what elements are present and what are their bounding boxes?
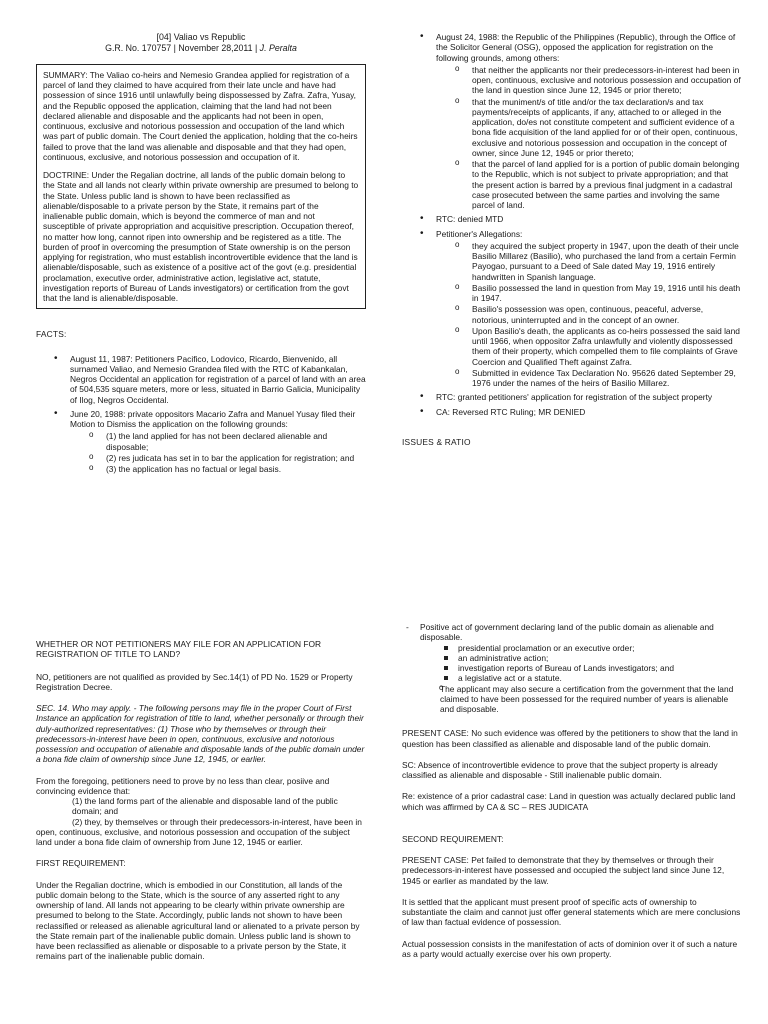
first-requirement-heading: FIRST REQUIREMENT: [36, 858, 126, 869]
requirement-1: (1) the land forms part of the alienable and disposable land of the public domain; and [72, 796, 338, 817]
list-item: o Basilio possessed the land in question from May 19, 1916 until his death in 1947. [436, 283, 742, 304]
summary-box [36, 64, 366, 310]
mtd-grounds-list [70, 431, 366, 474]
top-right-column [402, 32, 742, 461]
list-item: o Upon Basilio's death, the applicants as co-heirs possessed the said land until 1966, when oppositor Zafra unlawfully and violently dispossessed them of their property, which compelled them to file complaints of Grave Coercion and Qualified Theft against Zafra. [436, 326, 742, 367]
case-citation: G.R. No. 170757 | November 28,2011 | J. Peralta [105, 42, 297, 53]
osg-opposition-item: • August 24, 1988: the Republic of the Philippines (Republic), through the Office of the Solicitor General (OSG), opposed the application for registration on the following grounds, among others: o that neither the applicants nor their predecessors-in-interest had been in open, continuous, exclusive and notorious possession and occupation of the land in question since June 12, 1945 or prior thereto; o that the muniment/s of title and/or the tax declaration/s and tax payments/receipts of applicants, if any, attached to or alleged in the application, do/es not constitute competent and sufficient evidence of a bona fide acquisition of the land applied for or of their open, continuous, exclusive and notorious possession and occupation in the concept of owner, since June 12, 1945 or prior thereto; o that the parcel of land applied for is a portion of public domain belonging to the Republic, which is not subject to private appropriation; and that the present action is barred by a previous final judgment in a cadastral case prosecuted between the same parties and involving the same parcel of land. [402, 32, 742, 210]
case-title-block [36, 32, 366, 54]
allegations-item: • Petitioner's Allegations: o they acquired the subject property in 1947, upon the death of their uncle Basilio Millarez (Basilio), who purchased the land from a certain Fermin Payogao, pursuant to a Deed of Sale dated May 19, 1916 entirely handwritten in Spanish language. o Basilio possessed the land in question from May 19, 1916 until his death in 1947. o Basilio's possession was open, continuous, peaceful, adverse, notorious, uninterrupted and in the concept of an owner. o Upon Basilio's death, the applicants as co-heirs possessed the said land until 1966, when oppositor Zafra unlawfully and violently dispossessed them of their property, which compelled them to file complaints of Grave Coercion and Qualified Theft against Zafra. o Submitted in evidence Tax Declaration No. 95626 dated September 29, 1976 under the names of the heirs of Basilio Millarez. [402, 229, 742, 389]
case-author: J. Peralta [259, 42, 297, 53]
list-item: o (3) the application has no factual or legal basis. [70, 464, 366, 474]
bottom-left-column [36, 608, 366, 973]
actual-possession-text: Actual possession consists in the manifestation of acts of dominion over it of such a nature as a party would actually exercise over his own property. [402, 938, 738, 959]
case-title: [04] Valiao vs Republic [156, 32, 246, 42]
facts-list [36, 354, 366, 475]
list-item: o Submitted in evidence Tax Declaration No. 95626 dated September 29, 1976 under the names of the heirs of Basilio Millarez. [436, 368, 742, 389]
list-item: o (1) the land applied for has not been declared alienable and disposable; [70, 431, 366, 452]
list-item: an administrative action; [420, 653, 742, 663]
facts-item-filing: • August 11, 1987: Petitioners Pacifico, Lodovico, Ricardo, Bienvenido, all surnamed Valiao, and Nemesio Grandea filed with the RTC of Kabankalan, Negros Occidental an application for registration of a parcel of land with an area of 504,535 square meters, more or less, situated in Barrio Galicia, Municipality of Ilog, Negros Occidental. [36, 354, 366, 405]
top-left-column [36, 0, 366, 478]
list-item: investigation reports of Bureau of Lands investigators; and [420, 663, 742, 673]
present-case-1: PRESENT CASE: No such evidence was offered by the petitioners to show that the land in question has been classified as alienable and disposable land of the public domain. [402, 728, 738, 749]
settled-rule-text: It is settled that the applicant must present proof of specific acts of ownership to substantiate the claim and cannot just offer general statements which are mere conclusions of law than factual evidence of possession. [402, 896, 741, 928]
list-item: a legislative act or a statute. [420, 673, 742, 683]
issue-answer: NO, petitioners are not qualified as provided by Sec.14(1) of PD No. 1529 or Property Registration Decree. [36, 671, 353, 692]
facts-item-motion-to-dismiss: • June 20, 1988: private oppositors Macario Zafra and Manuel Yusay filed their Motion to Dismiss the application on the following grounds: o (1) the land applied for has not been declared alienable and disposable; o (2) res judicata has set in to bar the application for registration; and o (3) the application has no factual or legal basis. [36, 409, 366, 475]
list-item: o that the muniment/s of title and/or the tax declaration/s and tax payments/receipts of applicants, if any, attached to or alleged in the application, do/es not constitute competent and sufficient evidence of a bona fide acquisition of the land applied for or of their open, continuous, exclusive and notorious possession and occupation in the concept of owner, since June 12, 1945 or prior thereto; [436, 97, 742, 159]
allegations-list [436, 241, 742, 389]
bottom-right-column [402, 608, 742, 970]
summary-text: SUMMARY: The Valiao co-heirs and Nemesio Grandea applied for registration of a parcel of land they claimed to have acquired from their late uncle and have had possession of since 1916 until unlawfully being dispossessed by Zafra. Zafra, Yusay, and the Republic opposed the application, claiming that the land had not been declared alienable and disposable and the applicants had not been in open, continuous, exclusive and notorious possession and occupation of the land which was part of public domain. The Court denied the application, holding that the co-heirs failed to prove that the land was alienable and disposable and that they had open, continuous, exclusive, and notorious possession and occupation of it. [43, 69, 358, 162]
sc-ruling: SC: Absence of incontrovertible evidence to prove that the subject property is already classified as alienable and disposable - Still inalienable public domain. [402, 759, 718, 780]
list-item: o The applicant may also secure a certification from the government that the land claimed to have been possessed for the required number of years is alienable and disposable. [420, 684, 742, 715]
present-case-2: PRESENT CASE: Pet failed to demonstrate that they by themselves or through their predecessors-in-interest have possessed and occupied the subject land since June 12, 1945 or earlier as mandated by the law. [402, 855, 725, 886]
ca-ruling-item: • CA: Reversed RTC Ruling; MR DENIED [402, 407, 742, 417]
certification-list [420, 684, 742, 715]
regalian-doctrine-text: Under the Regalian doctrine, which is embodied in our Constitution, all lands of the public domain belong to the State, which is the source of any asserted right to any ownership of land. All lands not appearing to be clearly within private ownership are presumed to belong to the State. Accordingly, public lands not shown to have been reclassified or released as alienable agricultural land or alienated to a private person by the State remain part of the inalienable public domain. Unless public land is shown to have been reclassified as alienable or disposable to a private person by the State, it remains part of the inalienable public domain. [36, 879, 360, 962]
osg-grounds-list [436, 65, 742, 211]
second-requirement-heading: SECOND REQUIREMENT: [402, 833, 504, 844]
positive-acts-list [420, 643, 742, 684]
sec14-quote: SEC. 14. Who may apply. - The following persons may file in the proper Court of First Instance an application for registration of title to land, whether personally or through their duly-authorized representatives: (1) Those who by themselves or through their predecessors-in-interest have been in open, continuous, exclusive and notorious possession and occupation of alienable and disposable lands of the public domain under a bona fide claim of ownership since June 12, 1945, or earlier. [36, 703, 365, 765]
issue-question: WHETHER OR NOT PETITIONERS MAY FILE FOR AN APPLICATION FOR REGISTRATION OF TITLE TO LAND? [36, 639, 322, 660]
positive-act-list [402, 622, 742, 714]
list-item: presidential proclamation or an executive order; [420, 643, 742, 653]
rtc-granted-item: • RTC: granted petitioners' application for registration of the subject property [402, 392, 742, 402]
proceedings-list [402, 32, 742, 417]
list-item: o Basilio's possession was open, continuous, peaceful, adverse, notorious, uninterrupted and in the concept of an owner. [436, 304, 742, 325]
foregoing-text: From the foregoing, petitioners need to prove by no less than clear, posiive and convincing evidence that: [36, 775, 330, 796]
page-bottom-half [0, 608, 768, 1024]
list-item: o (2) res judicata has set in to bar the application for registration; and [70, 453, 366, 463]
issues-heading: ISSUES & RATIO [402, 436, 471, 447]
doctrine-text: DOCTRINE: Under the Regalian doctrine, all lands of the public domain belong to the State and all lands not clearly within private ownership are presumed to belong to the State. Unless public land is shown to have been reclassified as alienable/disposable to a private person by the State, it remains part of the inalienable public domain, which is beyond the commerce of man and not susceptible of private appropriation and acquisitive prescription. Occupation thereof, no matter how long, cannot ripen into ownership and be registered as a title. The burden of proof in overcoming the presumption of State ownership is on the person applying for registration, who must establish incontrovertible evidence that the land is alienable/disposable, such as existence of a positive act of the govt (e.g. presidential proclamation, executive order, administrative action, legislative act, statute, investigation reports of Bureau of Lands investigators) or certification from the govt that the land is alienable/disposable. [43, 170, 359, 304]
res-judicata-note: Re: existence of a prior cadastral case: Land in question was actually declared public land which was affirmed by CA & SC – RES JUDICATA [402, 791, 736, 812]
facts-heading: FACTS: [36, 329, 67, 340]
list-item: o that the parcel of land applied for is a portion of public domain belonging to the Republic, which is not subject to private appropriation; and that the present action is barred by a previous final judgment in a cadastral case prosecuted between the same parties and involving the same parcel of land. [436, 159, 742, 210]
list-item: o that neither the applicants nor their predecessors-in-interest had been in open, continuous, exclusive and notorious possession and occupation of the land in question since June 12, 1945 or prior thereto; [436, 65, 742, 96]
positive-act-item: - Positive act of government declaring land of the public domain as alienable and disposable. presidential proclamation or an executive order; an administrative action; investigation reports of Bureau of Lands investigators; and a legislative act or a statute. o The applicant may also secure a certification from the government that the land claimed to have been possessed for the required number of years is alienable and disposable. [402, 622, 742, 714]
list-item: o they acquired the subject property in 1947, upon the death of their uncle Basilio Millarez (Basilio), who purchased the land from a certain Fermin Payogao, pursuant to a Deed of Sale dated May 19, 1916 entirely handwritten in Spanish language. [436, 241, 742, 282]
requirement-2: (2) they, by themselves or through their predecessors-in-interest, have been in open, continuous, exclusive, and notorious possession and occupation of the subject land under a bona fide claim of ownership from June 12, 1945 or earlier. [36, 816, 362, 847]
rtc-mtd-item: • RTC: denied MTD [402, 214, 742, 224]
